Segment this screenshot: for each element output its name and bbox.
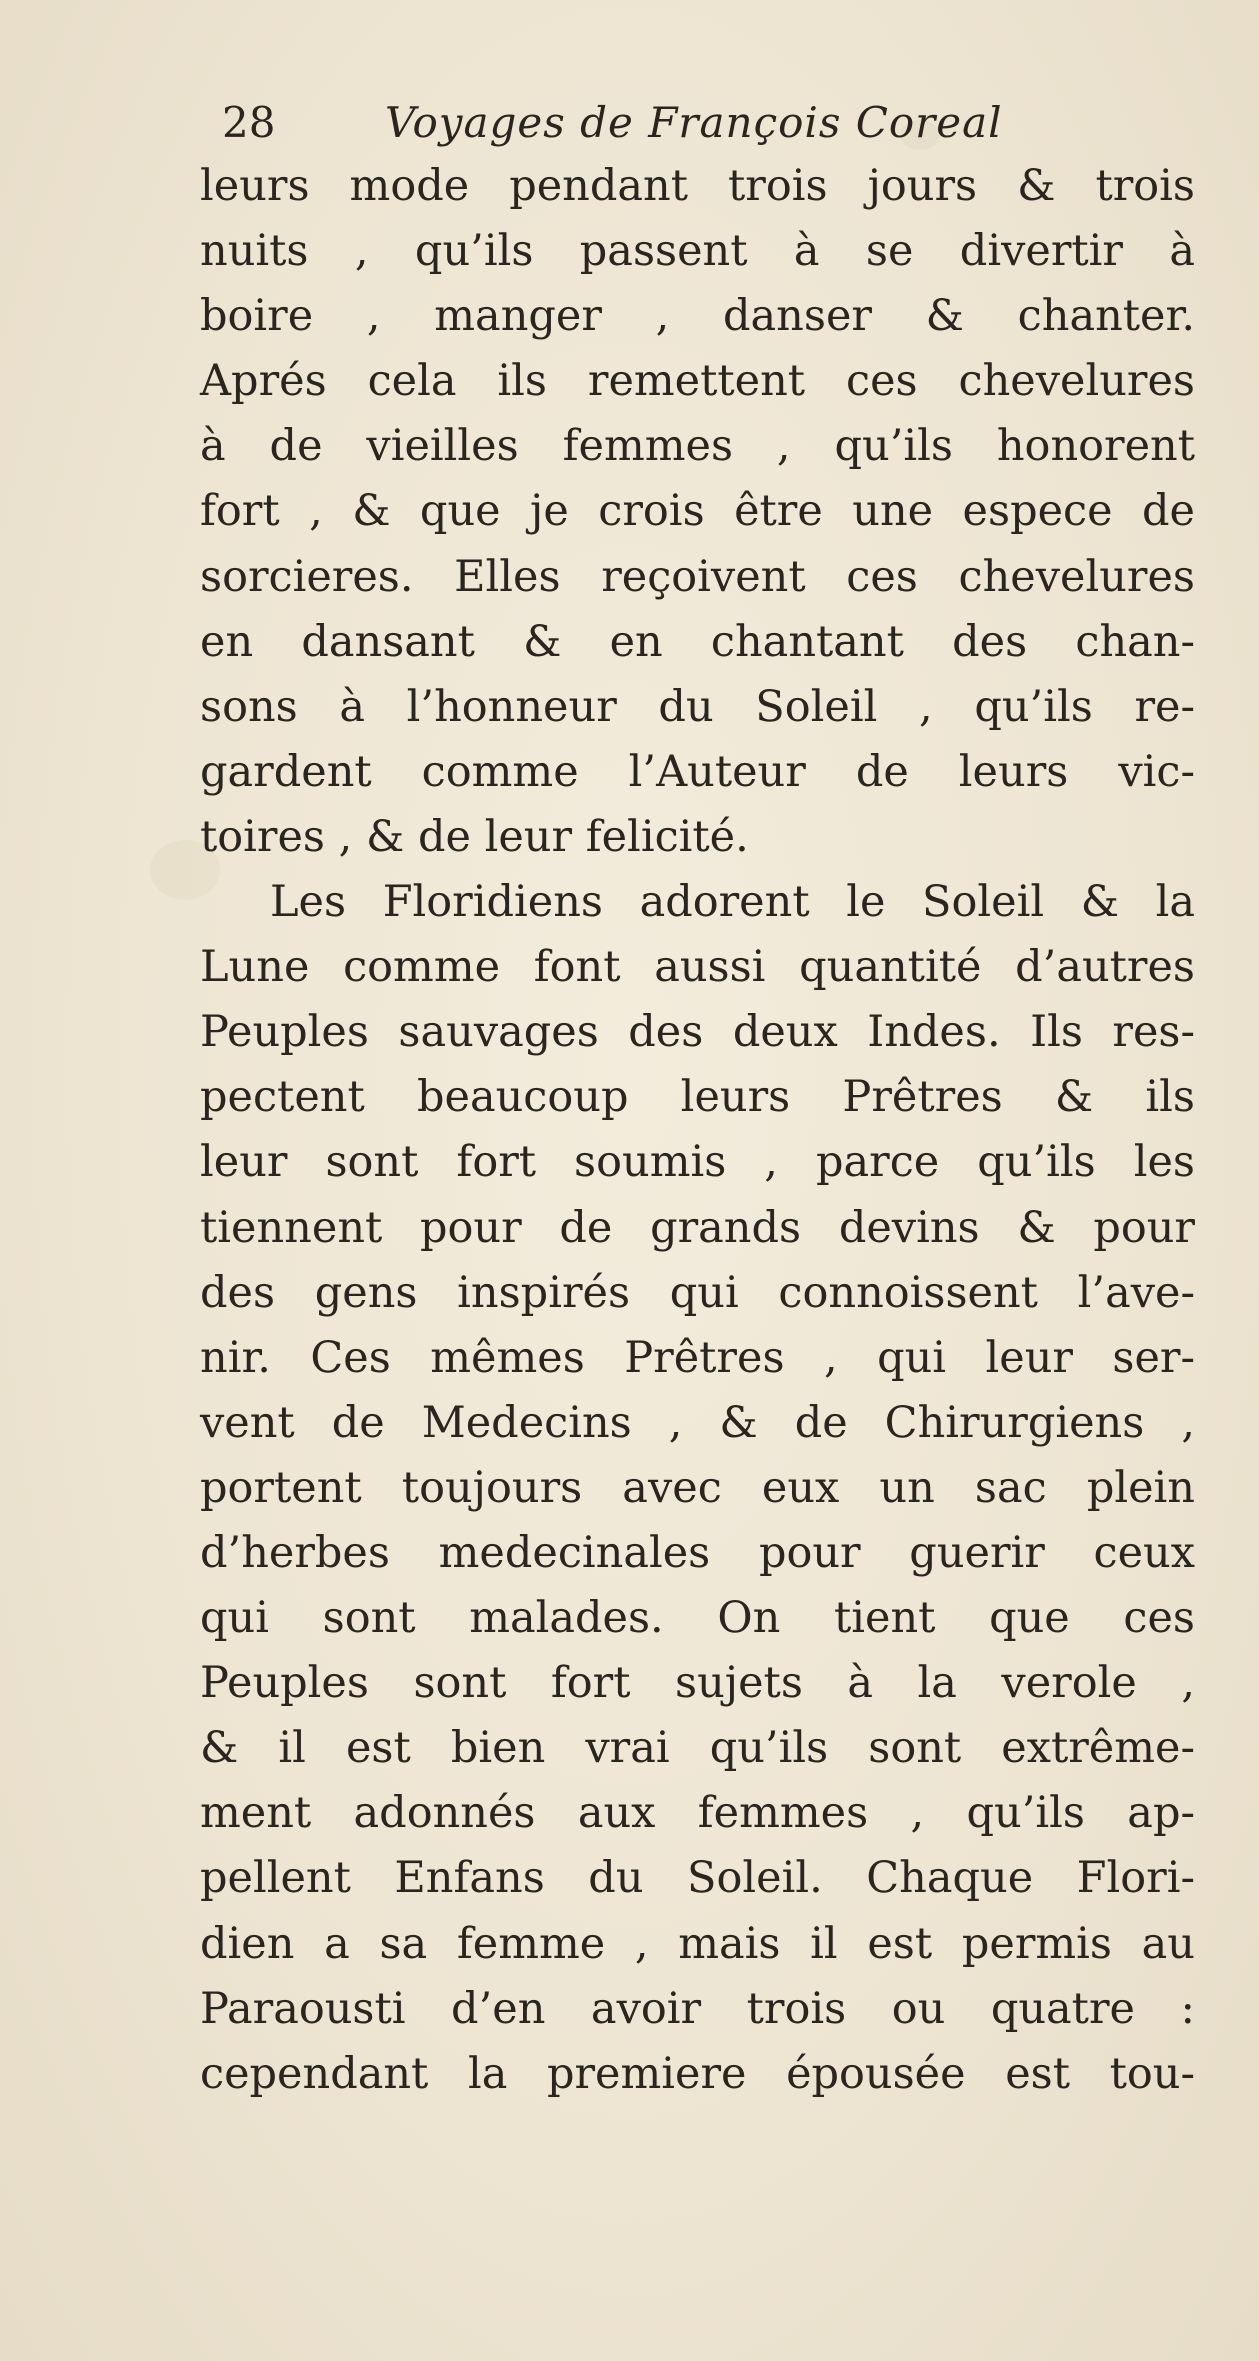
text-line: Lune comme font aussi quantité d’autres [200, 942, 1195, 993]
text-line: sorcieres. Elles reçoivent ces chevelures [200, 551, 1195, 602]
text-line: nuits , qu’ils passent à se divertir à [200, 226, 1195, 277]
text-line: Peuples sont fort sujets à la verole , [200, 1658, 1195, 1709]
text-line: qui sont malades. On tient que ces [200, 1593, 1195, 1644]
text-line: ment adonnés aux femmes , qu’ils ap- [200, 1788, 1195, 1839]
text-line: pectent beaucoup leurs Prêtres & ils [200, 1072, 1195, 1123]
text-line: pellent Enfans du Soleil. Chaque Flori- [200, 1853, 1195, 1904]
text-line: Paraousti d’en avoir trois ou quatre : [200, 1983, 1195, 2034]
text-line: sons à l’honneur du Soleil , qu’ils re- [200, 681, 1195, 732]
text-line: en dansant & en chantant des chan- [200, 616, 1195, 667]
text-line: à de vieilles femmes , qu’ils honorent [200, 421, 1195, 472]
text-line: d’herbes medecinales pour guerir ceux [200, 1527, 1195, 1578]
text-line: cependant la premiere épousée est tou- [200, 2048, 1195, 2099]
paragraph-start-line: Les Floridiens adorent le Soleil & la [270, 877, 1195, 928]
text-line: Peuples sauvages des deux Indes. Ils res- [200, 1007, 1195, 1058]
text-line: tiennent pour de grands devins & pour [200, 1202, 1195, 1253]
page-header [200, 92, 1195, 154]
text-line: & il est bien vrai qu’ils sont extrême- [200, 1723, 1195, 1774]
text-line: fort , & que je crois être une espece de [200, 486, 1195, 537]
text-line: leurs mode pendant trois jours & trois [200, 161, 1195, 211]
text-line: portent toujours avec eux un sac plein [200, 1462, 1195, 1513]
page-text [200, 92, 1195, 2107]
text-line: boire , manger , danser & chanter. [200, 291, 1195, 342]
body-text [200, 154, 1195, 2107]
text-line: toires , & de leur felicité. [200, 811, 749, 862]
text-line: nir. Ces mêmes Prêtres , qui leur ser- [200, 1332, 1195, 1383]
text-line: vent de Medecins , & de Chirurgiens , [200, 1397, 1195, 1448]
text-line: Aprés cela ils remettent ces chevelures [200, 356, 1195, 407]
running-title: Voyages de François Coreal [385, 98, 1003, 147]
text-line: dien a sa femme , mais il est permis au [200, 1918, 1195, 1969]
text-line: leur sont fort soumis , parce qu’ils les [200, 1137, 1195, 1188]
text-line: gardent comme l’Auteur de leurs vic- [200, 746, 1195, 797]
page-number: 28 [222, 98, 276, 147]
text-line: des gens inspirés qui connoissent l’ave- [200, 1267, 1195, 1318]
